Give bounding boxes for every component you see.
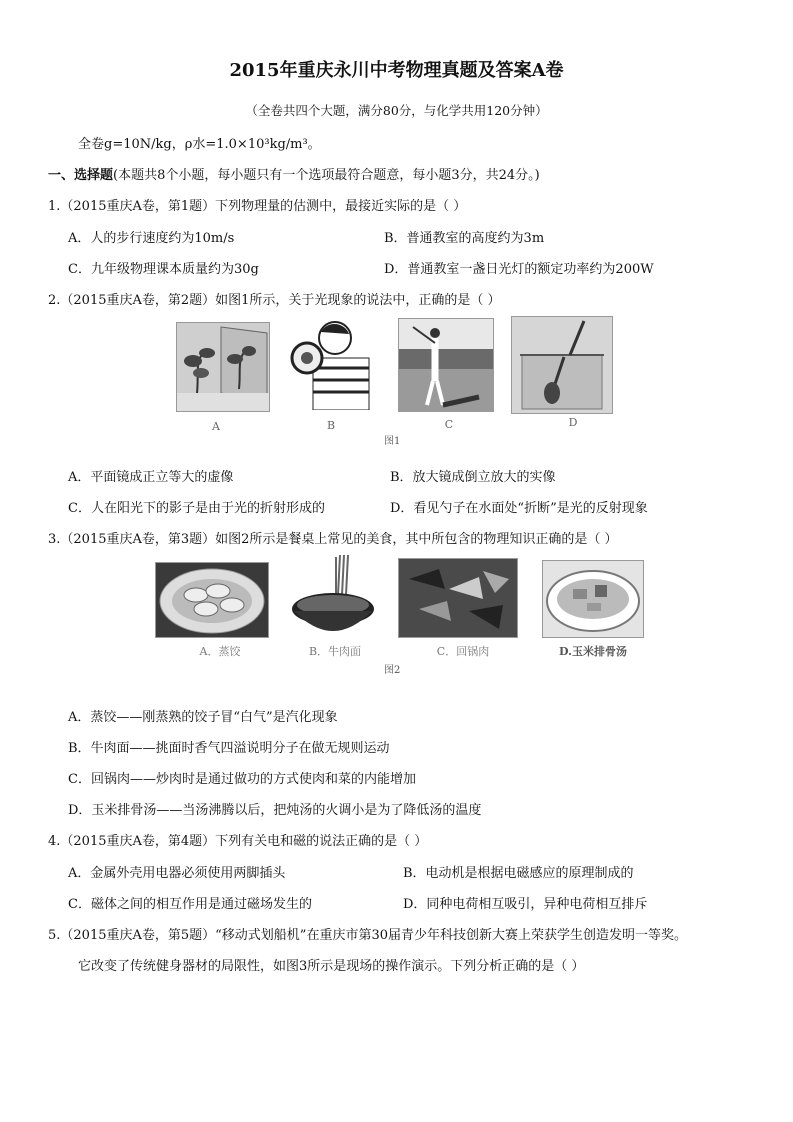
constants-line: 全卷g=10N/kg，ρ水=1.0×10³kg/m³。	[78, 137, 321, 152]
q1-option-a: A．人的步行速度约为10m/s	[68, 231, 235, 246]
section-desc: (本题共8个小题，每小题只有一个选项最符合题意，每小题3分，共24分。)	[113, 168, 540, 183]
figure1-a-mirror-image	[176, 322, 270, 412]
figure1-label-d: D	[568, 416, 578, 429]
q4-option-d: D．同种电荷相互吸引，异种电荷相互排斥	[403, 897, 648, 912]
figure1-label-b: B	[326, 419, 336, 432]
q3-option-b: B．牛肉面——挑面时香气四溢说明分子在做无规则运动	[68, 741, 390, 756]
q3-option-c: C．回锅肉——炒肉时是通过做功的方式使肉和菜的内能增加	[68, 772, 416, 787]
q2-option-c: C．人在阳光下的影子是由于光的折射形成的	[68, 501, 325, 516]
figure2-caption: 图2	[384, 665, 401, 676]
figure2-label-a: A．蒸饺	[199, 645, 241, 658]
figure2-d-corn-rib-soup	[542, 560, 644, 638]
q1-stem: 1.（2015重庆A卷，第1题）下列物理量的估测中，最接近实际的是（ ）	[48, 199, 467, 214]
figure1-d-spoon-in-water	[511, 316, 613, 414]
q5-stem: 5.（2015重庆A卷，第5题）“移动式划船机”在重庆市第30届青少年科技创新大赛上荣获学生创造发明一等奖。	[48, 928, 687, 943]
q4-option-c: C．磁体之间的相互作用是通过磁场发生的	[68, 897, 312, 912]
q1-option-c: C．九年级物理课本质量约为30g	[68, 262, 259, 277]
q5-stem-continued: 它改变了传统健身器材的局限性，如图3所示是现场的操作演示。下列分析正确的是（ ）	[78, 959, 585, 974]
q4-stem: 4.（2015重庆A卷，第4题）下列有关电和磁的说法正确的是（ ）	[48, 834, 428, 849]
q2-option-b: B．放大镜成倒立放大的实像	[390, 470, 556, 485]
figure2-label-d: D.玉米排骨汤	[559, 645, 627, 658]
q4-option-b: B．电动机是根据电磁感应的原理制成的	[403, 866, 634, 881]
q3-option-d: D．玉米排骨汤——当汤沸腾以后，把炖汤的火调小是为了降低汤的温度	[68, 803, 482, 818]
figure1-caption: 图1	[384, 436, 401, 447]
q2-option-a: A．平面镜成正立等大的虚像	[68, 470, 234, 485]
q4-option-a: A．金属外壳用电器必须使用两脚插头	[68, 866, 286, 881]
q1-option-d: D．普通教室一盏日光灯的额定功率约为200W	[384, 262, 654, 277]
figure1-c-shadow	[398, 318, 494, 412]
q1-option-b: B．普通教室的高度约为3m	[384, 231, 545, 246]
figure1-label-c: C	[444, 418, 454, 431]
figure2-a-dumplings	[155, 562, 269, 638]
figure2-b-beef-noodles	[290, 555, 376, 639]
q3-stem: 3.（2015重庆A卷，第3题）如图2所示是餐桌上常见的美食，其中所包含的物理知识正确的是（ ）	[48, 532, 618, 547]
figure2-label-c: C．回锅肉	[436, 645, 490, 658]
section-title: 一、选择题	[48, 168, 114, 183]
section-heading	[48, 164, 540, 183]
exam-info: （全卷共四个大题，满分80分，与化学共用120分钟）	[245, 103, 548, 118]
figure2-label-b: B．牛肉面	[308, 645, 362, 658]
q3-option-a: A．蒸饺——刚蒸熟的饺子冒“白气”是汽化现象	[68, 710, 338, 725]
figure2-c-twice-cooked-pork	[398, 558, 518, 638]
q2-option-d: D．看见勺子在水面处“折断”是光的反射现象	[390, 501, 648, 516]
figure1-label-a: A	[212, 420, 220, 433]
figure1-b-magnifier	[287, 318, 375, 410]
page-title: 2015年重庆永川中考物理真题及答案A卷	[229, 60, 564, 81]
q2-stem: 2.（2015重庆A卷，第2题）如图1所示，关于光现象的说法中，正确的是（ ）	[48, 293, 501, 308]
